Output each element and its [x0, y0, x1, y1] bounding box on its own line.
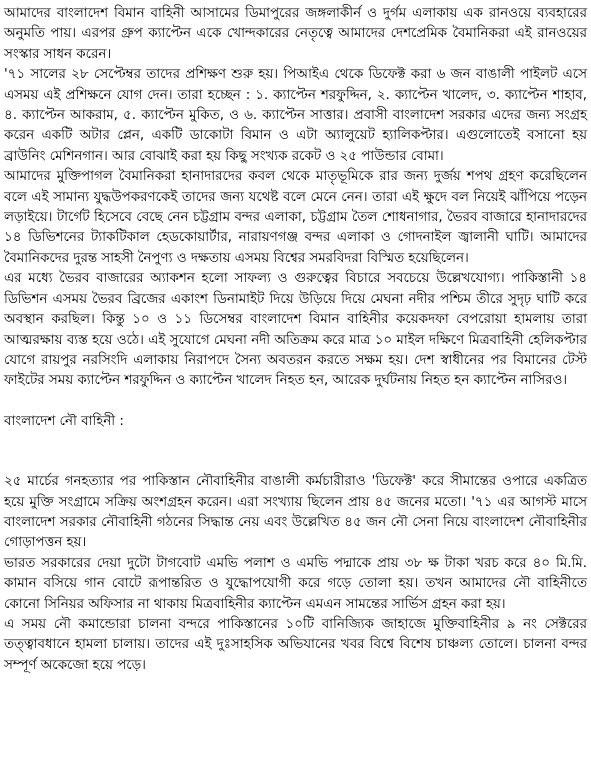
paragraph-navy-formation: ২৫ মার্চের গনহত্যার পর পাকিস্তান নৌবাহিনীর বাঙালী কর্মচারীরাও 'ডিফেক্ট' করে সীমান্তের ওপারে একত্রিত হয়ে মুক্তি সংগ্রামে সক্রিয় অংশগ্রহন করেন। এরা সংখ্যায় ছিলেন প্রায় ৪৫ জনের মতো। '৭১ এর আগস্ট মাসে বাংলাদেশ সরকার নৌবাহিনী গঠনের সিদ্ধান্ত নেয় এবং উল্লেখিত ৪৫ জন নৌ সেনা নিয়ে বাংলাদেশ নৌবাহিনীর গোড়াপত্তন হয়।: [4, 474, 587, 551]
paragraph-bhairab-action: এর মধ্যে ভৈরব বাজারের অ্যাকশন হলো সাফল্য ও গুরুত্বের বিচারে সবচেয়ে উল্লেখযোগ্য। পাকিস্তানী ১৪ ডিভিশন এসময় ভৈরব ব্রিজের একাংশ ডিনামাইট দিয়ে উড়িয়ে দিয়ে মেঘনা নদীর পশ্চিম তীরে সুদৃঢ় ঘাটি করে অবস্থান করছিল। কিন্তু ১০ ও ১১ ডিসেম্বর বাংলাদেশ বিমান বাহিনীর কয়েকদফা বেপরোয়া হামলায় তারা আত্মরক্ষায় ব্যস্ত হয়ে ওঠে। এই সুযোগে মেঘনা নদী অতিক্রম করে মাত্র ১০ মাইল দক্ষিণে মিত্রবাহিনী হেলিকপ্টার যোগে রায়পুর নরসিংদি এলাকায় নিরাপদে সৈন্য অবতরন করতে সক্ষম হয়। দেশ স্বাধীনের পর বিমানের টেস্ট ফাইটের সময় ক্যাপ্টেন শরফুদ্দিন ও ক্যাপ্টেন খালেদ নিহত হন, আরেক দুর্ঘটনায় নিহত হন ক্যাপ্টেন নাসিরও।: [4, 271, 587, 389]
paragraph-training: '৭১ সালের ২৮ সেপ্টেম্বর তাদের প্রশিক্ষণ শুরু হয়। পিআইএ থেকে ডিফেক্ট করা ৬ জন বাঙালী পাইলট এসে এসময় এই প্রশিক্ষনে যোগ দেন। তারা হচ্ছেন : ১. ক্যাপ্টেন শরফুদ্দিন, ২. ক্যাপ্টেন খালেদ, ৩. ক্যাপ্টেন শাহাব, ৪. ক্যাপ্টেন আকরাম, ৫. ক্যাপ্টেন মুকিত, ও ৬. ক্যাপ্টেন সাত্তার। প্রবাসী বাংলাদেশ সরকার এদের জন্য সংগ্রহ করেন একটি অটার প্লেন, একটি ডাকোটা বিমান ও এটা অ্যালুয়েট হ্যালিকপ্টার। এগুলোতেই বসানো হয় ব্রাউনিং মেশিনগান। আর বোঝাই করা হয় কিছু সংখ্যক রকেট ও ২৫ পাউন্ডার বোমা।: [4, 67, 587, 164]
section-heading-navy: বাংলাদেশ নৌ বাহিনী :: [4, 413, 124, 429]
spacer: [4, 392, 587, 412]
paragraph-targets: আমাদের মুক্তিপাগল বৈমানিকরা হানাদারদের কবল থেকে মাতৃভূমিকে রার জন্য দুর্জয় শপথ গ্রহণ করেছিলেন বলে এই সামান্য যুদ্ধউপকরণকেই তাদের জন্য যথেষ্ট বলে মেনে নেন। তারা এই ক্ষুদে বল নিয়েই ঝাঁপিয়ে পড়েন লড়াইয়ে। টার্গেট হিসেবে বেছে নেন চট্টগ্রাম বন্দর এলাকা, চট্টগ্রাম তৈল শোধনাগার, ভৈরব বাজারে হানাদারদের ১৪ ডিভিশনের ট্যাকটিকাল হেডকোয়ার্টার, নারায়ণগঞ্জ বন্দর এলাকা ও গোদনাইল জ্বালানী ঘাটি। আমাদের বৈমানিকদের দুরন্ত সাহসী নৈপুণ্য ও দক্ষতায় এসময় বিশ্বের সমরবিদরা বিস্মিত হয়েছিলেন।: [4, 169, 587, 266]
paragraph-gunboats: ভারত সরকারের দেয়া দুটো টাগবোট এমভি পলাশ ও এমভি পদ্মাকে প্রায় ৩৮ ক্ষ টাকা খরচ করে ৪০ মি.মি. কামান বসিয়ে গান বোটে রূপান্তরিত ও যুদ্ধোপযোগী করে গড়ে তোলা হয়। তখন আমাদের নৌ বাহিনীতে কোনো সিনিয়র অফিসার না থাকায় মিত্রবাহিনীর ক্যাপ্টেন এমএন সামন্তের সার্ভিস গ্রহন করা হয়।: [4, 555, 587, 612]
paragraph-chalna-attack: এ সময় নৌ কমান্ডোরা চালনা বন্দরে পাকিস্তানের ১০টি বানিজ্যিক জাহাজে মুক্তিবাহিনীর ৯ নং সেক্টরের তত্ত্বাবধানে হামলা চালায়। তাদের এই দুঃসাহসিক অভিযানের খবর বিশ্বে বিশেষ চাঞ্চল্য তোলে। চালনা বন্দর সম্পূর্ণ অকেজো হয়ে পড়ে।: [4, 616, 587, 673]
spacer: [4, 452, 587, 472]
spacer: [4, 432, 587, 452]
paragraph-runway: আমাদের বাংলাদেশ বিমান বাহিনী আসামের ডিমাপুরের জঙ্গলাকীর্ন ও দুর্গম এলাকায় এক রানওয়ে ব্যবহারের অনুমতি পায়। এরপর গ্রুপ ক্যাপ্টেন একে খোন্দকারের নেতৃত্বে আমাদের দেশপ্রেমিক বৈমানিকরা এই রানওয়ের সংস্কার সাধন করেন।: [4, 6, 587, 62]
